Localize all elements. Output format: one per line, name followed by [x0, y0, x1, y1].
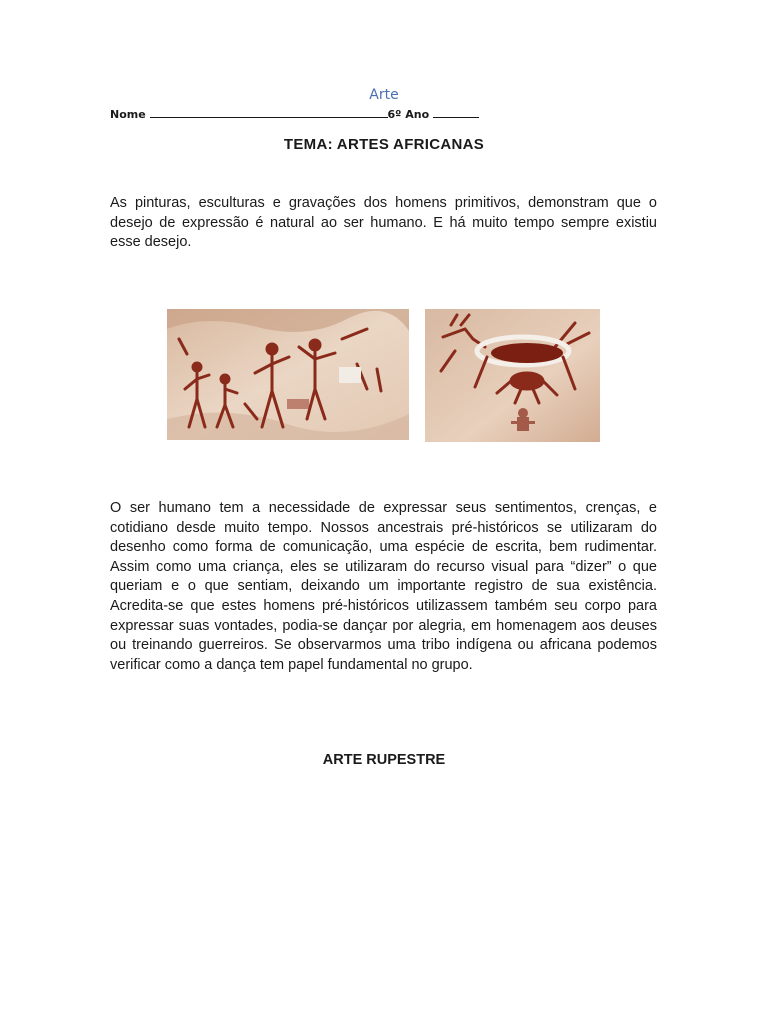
- rock-painting-animals-icon: [425, 309, 600, 442]
- section-title: ARTE RUPESTRE: [322, 752, 446, 768]
- rock-painting-human-figures-image: [167, 309, 409, 440]
- rock-painting-human-figures-icon: [167, 309, 409, 440]
- rock-painting-animals-image: [425, 309, 600, 442]
- name-blank: [150, 107, 388, 118]
- year-blank: [433, 107, 479, 118]
- year-label: 6º Ano: [387, 108, 430, 121]
- name-year-line: [110, 107, 479, 121]
- main-paragraph: O ser humano tem a necessidade de expressar seus sentimentos, crenças, e cotidiano desde muito tempo. Nossos ancestrais pré-históricos se utilizaram do desenho como forma de comunicação, uma espécie de escrita, bem rudimentar. Assim como uma criança, eles se utilizaram do recurso visual para “dizer” o que queriam e o que sentiam, deixando um importante registro de sua existência. Acredita-se que estes homens pré-históricos utilizassem também seu corpo para expressar suas vontades, podia-se dançar por alegria, em homenagem aos deuses ou treinando guerreiros. Se observarmos uma tribo indígena ou africana podemos verificar como a dança tem papel fundamental no grupo.: [110, 500, 657, 673]
- intro-paragraph: As pinturas, esculturas e gravações dos homens primitivos, demonstram que o desejo de expressão é natural ao ser humano. E há muito tempo sempre existiu esse desejo.: [110, 195, 657, 251]
- page-title: TEMA: ARTES AFRICANAS: [283, 136, 485, 153]
- name-label: Nome: [110, 108, 146, 121]
- subject-header: Arte: [369, 87, 399, 103]
